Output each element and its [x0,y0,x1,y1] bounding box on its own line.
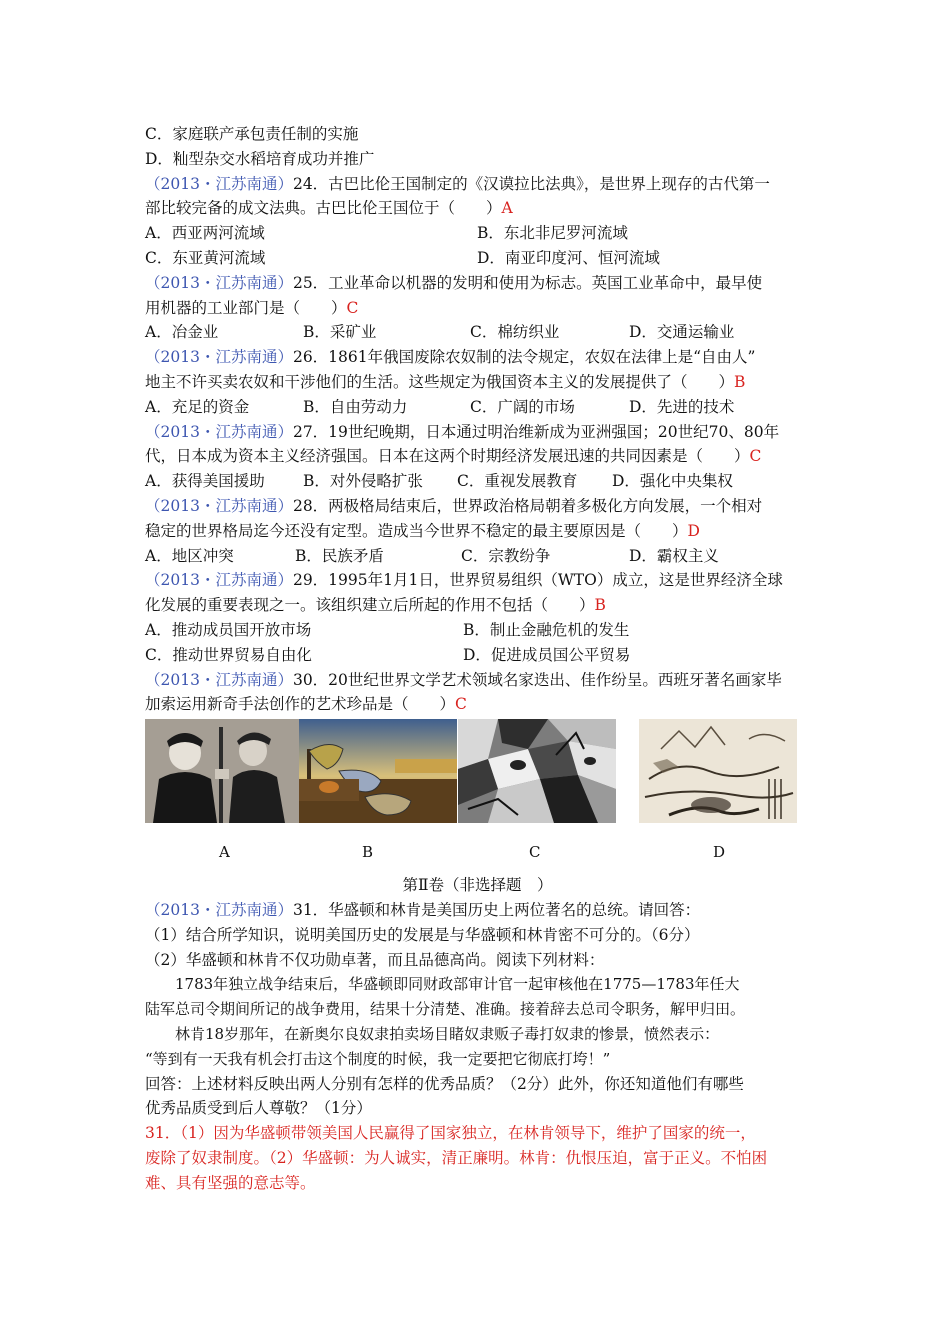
sub-question-1: （1）结合所学知识，说明美国历史的发展是与华盛顿和林肯密不可分的。（6分） [145,925,700,944]
question-stem: 加索运用新奇手法创作的艺术珍品是（ ） [145,695,456,714]
material-paragraph: 林肯18岁那年，在新奥尔良奴隶拍卖场目睹奴隶贩子毒打奴隶的惨景，愤然表示： [175,1024,720,1043]
question-stem: 30．20世纪世界文学艺术领域名家迭出、佳作纷呈。西班牙著名画家毕 [292,670,782,689]
question-29-line1 [145,568,810,593]
option-d: D．促进成员国公平贸易 [463,645,631,664]
question-prompt: 优秀品质受到后人尊敬？（1分） [145,1099,372,1118]
source-tag: （2013・江苏南通） [145,670,293,689]
answer-mark: B [594,596,606,615]
option-b: B．对外侵略扩张 [303,472,423,491]
question-31-line1 [145,898,810,923]
question-28-line1 [145,494,810,519]
painting-label-d: D [713,843,726,862]
section-title: 第Ⅱ卷（非选择题 ） [402,876,553,895]
question-29-line2 [145,593,810,618]
option-a: A．西亚两河流域 [145,224,265,243]
option-a: A．充足的资金 [145,397,250,416]
option-b: B．民族矛盾 [295,546,384,565]
painting-options [145,719,810,823]
sketch-option-d-image [639,719,797,823]
question-25-line1 [145,271,810,296]
option-row [145,221,810,246]
source-tag: （2013・江苏南通） [145,496,293,515]
painting-label-c: C [529,843,541,862]
option-row [145,643,810,668]
answer-mark: A [501,199,513,218]
option-b: B．制止金融危机的发生 [463,620,630,639]
question-stem: 28．两极格局结束后，世界政治格局朝着多极化方向发展，一个相对 [292,496,763,515]
question-stem: 稳定的世界格局迄今还没有定型。造成当今世界不稳定的最主要原因是（ ） [145,521,688,540]
option-d: D．强化中央集权 [612,472,733,491]
exam-page [145,122,810,1195]
answer-text: 废除了奴隶制度。（2）华盛顿：为人诚实，清正廉明。林肯：仇恨压迫，富于正义。不怕困 [145,1148,768,1167]
question-stem: 24．古巴比伦王国制定的《汉谟拉比法典》，是世界上现存的古代第一 [292,174,770,193]
question-stem: 部比较完备的成文法典。古巴比伦王国位于（ ） [145,199,502,218]
option-c: C．重视发展教育 [457,472,578,491]
source-tag: （2013・江苏南通） [145,900,293,919]
painting-label-a: A [219,843,230,862]
option-row [145,618,810,643]
question-25-line2 [145,296,810,321]
question-stem: 25．工业革命以机器的发明和使用为标志。英国工业革命中，最早使 [292,273,763,292]
answer-mark: C [346,298,359,317]
option-c: C．棉纺织业 [470,323,560,342]
sub-question-2: （2）华盛顿和林肯不仅功勋卓著，而且品德高尚。阅读下列材料： [145,950,605,969]
option-row [145,544,810,569]
answer-mark: C [455,695,467,714]
source-tag: （2013・江苏南通） [145,273,293,292]
source-tag: （2013・江苏南通） [145,348,293,367]
material-paragraph: 1783年独立战争结束后，华盛顿即同财政部审计官一起审核他在1775—1783年任大 [175,975,740,994]
question-prompt: 回答：上述材料反映出两人分别有怎样的优秀品质？（2分）此外，你还知道他们有哪些 [145,1074,744,1093]
question-stem: 地主不许买卖农奴和干涉他们的生活。这些规定为俄国资本主义的发展提供了（ ） [145,372,735,391]
option-row [145,469,810,494]
answer-text: 难、具有坚强的意志等。 [145,1173,316,1192]
question-27-line1 [145,420,810,445]
answer-mark: B [734,372,746,391]
option-d: D．先进的技术 [629,397,735,416]
question-stem: 29．1995年1月1日，世界贸易组织（WTO）成立，这是世界经济全球 [292,571,783,590]
option-row [145,320,810,345]
question-30-line2 [145,692,810,717]
option-d: D．南亚印度河、恒河流域 [477,248,660,267]
material-paragraph: 陆军总司令期间所记的战争费用，结果十分清楚、准确。接着辞去总司令职务，解甲归田。 [145,1000,746,1019]
option-b: B．采矿业 [303,323,377,342]
painting-labels [145,843,810,873]
question-26-line1 [145,345,810,370]
option-c: C．东亚黄河流域 [145,248,266,267]
option-a: A．地区冲突 [145,546,234,565]
question-24-line2 [145,196,810,221]
answer-mark: D [687,521,700,540]
painting-option-c-image [458,719,616,823]
option-line: C．家庭联产承包责任制的实施 [145,125,359,143]
option-d: D．霸权主义 [629,546,719,565]
question-stem: 化发展的重要表现之一。该组织建立后所起的作用不包括（ ） [145,596,595,615]
answer-mark: C [749,447,762,466]
question-28-line2 [145,519,810,544]
question-24-line1 [145,172,810,197]
option-b: B．东北非尼罗河流域 [477,224,628,243]
question-stem: 27．19世纪晚期，日本通过明治维新成为亚洲强国；20世纪70、80年 [292,422,780,441]
option-row [145,395,810,420]
option-line: D．籼型杂交水稻培育成功并推广 [145,149,375,168]
option-a: A．冶金业 [145,323,219,342]
option-a: A．获得美国援助 [145,472,265,491]
question-stem: 31．华盛顿和林肯是美国历史上两位著名的总统。请回答： [292,900,701,919]
option-row [145,246,810,271]
question-stem: 代，日本成为资本主义经济强国。日本在这两个时期经济发展迅速的共同因素是（ ） [145,447,750,466]
option-c: C．推动世界贸易自由化 [145,645,312,664]
question-26-line2 [145,370,810,395]
option-c: C．宗教纷争 [461,546,551,565]
answer-text: 31．（1）因为华盛顿带领美国人民赢得了国家独立，在林肯领导下，维护了国家的统一， [145,1124,756,1143]
source-tag: （2013・江苏南通） [145,571,293,590]
option-a: A．推动成员国开放市场 [145,620,312,639]
painting-option-b-image [299,719,457,823]
question-27-line2 [145,444,810,469]
painting-label-b: B [362,843,374,862]
source-tag: （2013・江苏南通） [145,174,293,193]
material-paragraph: “等到有一天我有机会打击这个制度的时候，我一定要把它彻底打垮！” [145,1049,611,1068]
source-tag: （2013・江苏南通） [145,422,293,441]
question-30-line1 [145,668,810,693]
photo-option-a-image [145,719,303,823]
option-d: D．交通运输业 [629,323,735,342]
question-stem: 26．1861年俄国废除农奴制的法令规定，农奴在法律上是“自由人” [292,348,756,367]
option-c: C．广阔的市场 [470,397,575,416]
question-stem: 用机器的工业部门是（ ） [145,298,347,317]
option-b: B．自由劳动力 [303,397,408,416]
